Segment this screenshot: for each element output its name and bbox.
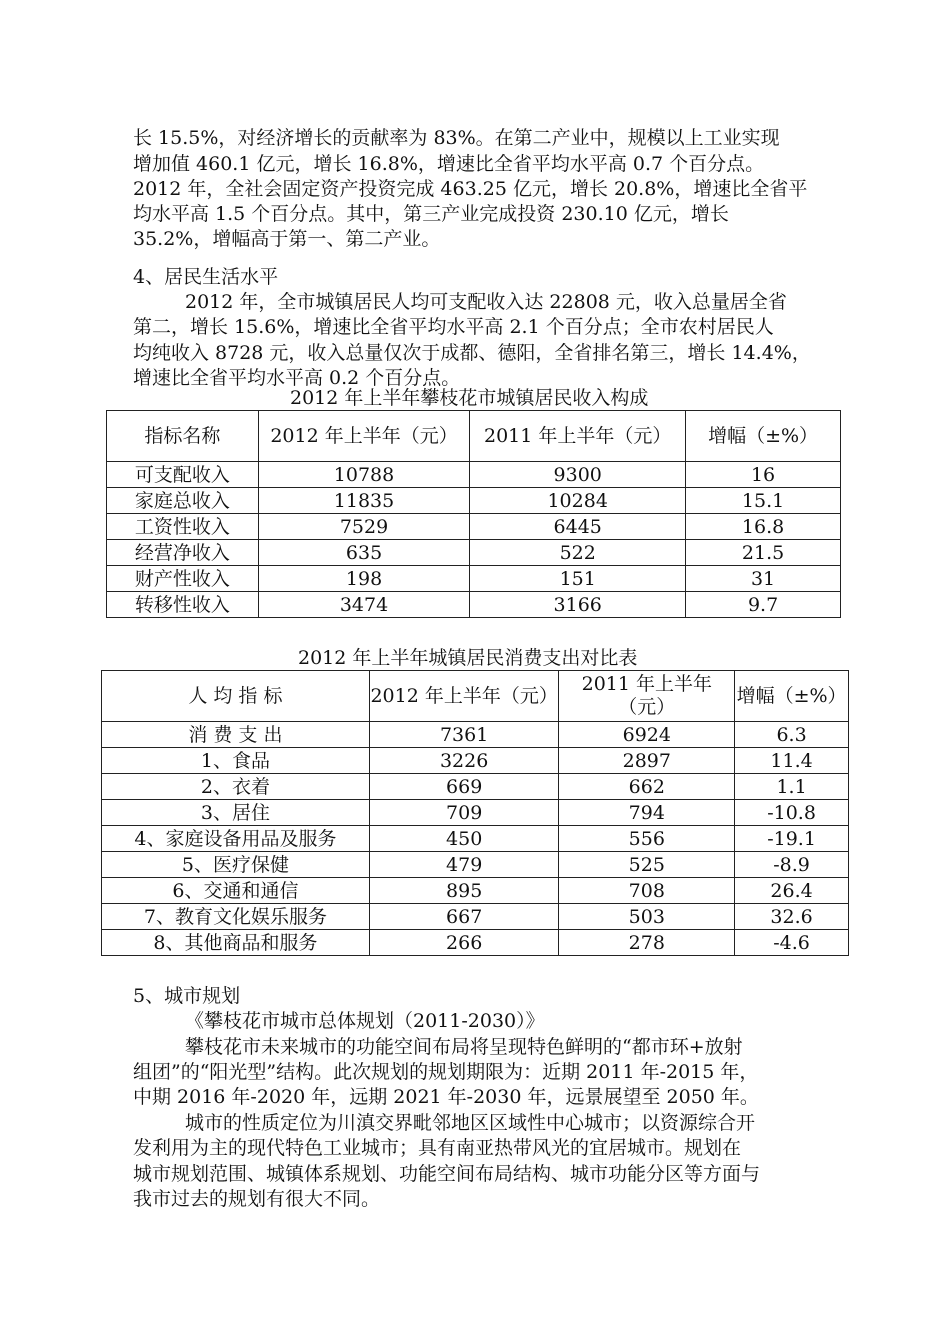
column-header: 2012 年上半年（元） bbox=[369, 671, 559, 722]
table-header-row bbox=[102, 671, 849, 722]
table-cell: 8、其他商品和服务 bbox=[102, 930, 370, 956]
table-cell: 266 bbox=[369, 930, 559, 956]
consumption-table bbox=[101, 670, 849, 956]
table-cell: 3474 bbox=[258, 592, 469, 618]
table-cell: 7361 bbox=[369, 722, 559, 748]
table-cell: 635 bbox=[258, 540, 469, 566]
table-row bbox=[107, 514, 841, 540]
table-cell: 31 bbox=[686, 566, 841, 592]
table-header-row bbox=[107, 411, 841, 462]
table-row bbox=[102, 904, 849, 930]
table-cell: 6、交通和通信 bbox=[102, 878, 370, 904]
table-cell: 经营净收入 bbox=[107, 540, 259, 566]
text-line: 增速比全省平均水平高 0.2 个百分点。 bbox=[133, 367, 461, 389]
table-cell: 转移性收入 bbox=[107, 592, 259, 618]
section-heading-5: 5、城市规划 bbox=[133, 985, 241, 1007]
table-cell: 9300 bbox=[470, 462, 686, 488]
table-cell: 6445 bbox=[470, 514, 686, 540]
table-cell: 6924 bbox=[559, 722, 735, 748]
table-cell: 1.1 bbox=[735, 774, 849, 800]
table-cell: 2897 bbox=[559, 748, 735, 774]
table-cell: 3166 bbox=[470, 592, 686, 618]
text-line: 增加值 460.1 亿元，增长 16.8%，增速比全省平均水平高 0.7 个百分点。 bbox=[133, 153, 765, 175]
column-header: 2011 年上半年（元） bbox=[470, 411, 686, 462]
table-row bbox=[107, 462, 841, 488]
table-cell: 662 bbox=[559, 774, 735, 800]
table-cell: 522 bbox=[470, 540, 686, 566]
table-row bbox=[102, 930, 849, 956]
table-cell: 667 bbox=[369, 904, 559, 930]
text-line: 均水平高 1.5 个百分点。其中，第三产业完成投资 230.10 亿元，增长 bbox=[133, 203, 729, 225]
text-line: 2012 年，全社会固定资产投资完成 463.25 亿元，增长 20.8%，增速比全省平 bbox=[133, 178, 808, 200]
table-cell: 151 bbox=[470, 566, 686, 592]
table-row bbox=[102, 826, 849, 852]
column-header: 2011 年上半年（元） bbox=[559, 671, 735, 722]
table-row bbox=[107, 566, 841, 592]
table-row bbox=[102, 774, 849, 800]
table-cell: 7、教育文化娱乐服务 bbox=[102, 904, 370, 930]
text-line: 城市规划范围、城镇体系规划、功能空间布局结构、城市功能分区等方面与 bbox=[133, 1163, 761, 1185]
table-consumption-caption: 2012 年上半年城镇居民消费支出对比表 bbox=[298, 647, 638, 669]
table-cell: 9.7 bbox=[686, 592, 841, 618]
table-cell: 工资性收入 bbox=[107, 514, 259, 540]
table-cell: 15.1 bbox=[686, 488, 841, 514]
column-header: 2012 年上半年（元） bbox=[258, 411, 469, 462]
table-cell: 10284 bbox=[470, 488, 686, 514]
table-row bbox=[102, 800, 849, 826]
table-cell: 3226 bbox=[369, 748, 559, 774]
table-cell: 1、食品 bbox=[102, 748, 370, 774]
table-row bbox=[107, 592, 841, 618]
table-cell: 21.5 bbox=[686, 540, 841, 566]
table-cell: 479 bbox=[369, 852, 559, 878]
table-cell: 可支配收入 bbox=[107, 462, 259, 488]
income-table bbox=[106, 410, 841, 618]
table-row bbox=[107, 540, 841, 566]
table-row bbox=[102, 748, 849, 774]
text-line: 第二，增长 15.6%，增速比全省平均水平高 2.1 个百分点；全市农村居民人 bbox=[133, 316, 774, 338]
text-line: 组团”的“阳光型”结构。此次规划的规划期限为：近期 2011 年-2015 年， bbox=[133, 1061, 759, 1083]
table-cell: 708 bbox=[559, 878, 735, 904]
column-header: 增幅（±%） bbox=[686, 411, 841, 462]
table-cell: 10788 bbox=[258, 462, 469, 488]
table-income-caption: 2012 年上半年攀枝花市城镇居民收入构成 bbox=[290, 387, 649, 409]
table-cell: 895 bbox=[369, 878, 559, 904]
table-row bbox=[107, 488, 841, 514]
table-cell: 794 bbox=[559, 800, 735, 826]
column-header: 人 均 指 标 bbox=[102, 671, 370, 722]
table-cell: 家庭总收入 bbox=[107, 488, 259, 514]
table-cell: 669 bbox=[369, 774, 559, 800]
table-cell: 4、家庭设备用品及服务 bbox=[102, 826, 370, 852]
text-line: 我市过去的规划有很大不同。 bbox=[133, 1188, 381, 1210]
table-cell: 450 bbox=[369, 826, 559, 852]
section-heading-4: 4、居民生活水平 bbox=[133, 266, 279, 288]
table-cell: 503 bbox=[559, 904, 735, 930]
table-cell: 32.6 bbox=[735, 904, 849, 930]
table-cell: 26.4 bbox=[735, 878, 849, 904]
plan-title: 《攀枝花市城市总体规划（2011-2030）》 bbox=[185, 1010, 545, 1032]
table-cell: -19.1 bbox=[735, 826, 849, 852]
column-header: 增幅（±%） bbox=[735, 671, 849, 722]
table-row bbox=[102, 852, 849, 878]
table-cell: 11835 bbox=[258, 488, 469, 514]
text-line: 35.2%，增幅高于第一、第二产业。 bbox=[133, 228, 441, 250]
table-cell: 525 bbox=[559, 852, 735, 878]
table-cell: 709 bbox=[369, 800, 559, 826]
table-cell: 16 bbox=[686, 462, 841, 488]
table-cell: 16.8 bbox=[686, 514, 841, 540]
table-cell: 198 bbox=[258, 566, 469, 592]
table-cell: 消 费 支 出 bbox=[102, 722, 370, 748]
column-header: 指标名称 bbox=[107, 411, 259, 462]
table-cell: 财产性收入 bbox=[107, 566, 259, 592]
text-line: 攀枝花市未来城市的功能空间布局将呈现特色鲜明的“都市环+放射 bbox=[185, 1036, 743, 1058]
text-line: 长 15.5%，对经济增长的贡献率为 83%。在第二产业中，规模以上工业实现 bbox=[133, 127, 780, 149]
text-line: 2012 年，全市城镇居民人均可支配收入达 22808 元，收入总量居全省 bbox=[185, 291, 787, 313]
table-cell: -4.6 bbox=[735, 930, 849, 956]
table-cell: 2、衣着 bbox=[102, 774, 370, 800]
table-cell: 278 bbox=[559, 930, 735, 956]
text-line: 发利用为主的现代特色工业城市；具有南亚热带风光的宜居城市。规划在 bbox=[133, 1137, 742, 1159]
table-cell: 11.4 bbox=[735, 748, 849, 774]
table-cell: -8.9 bbox=[735, 852, 849, 878]
table-cell: -10.8 bbox=[735, 800, 849, 826]
table-cell: 6.3 bbox=[735, 722, 849, 748]
table-cell: 7529 bbox=[258, 514, 469, 540]
table-cell: 3、居住 bbox=[102, 800, 370, 826]
text-line: 城市的性质定位为川滇交界毗邻地区区域性中心城市；以资源综合开 bbox=[185, 1112, 756, 1134]
table-cell: 5、医疗保健 bbox=[102, 852, 370, 878]
table-cell: 556 bbox=[559, 826, 735, 852]
text-line: 均纯收入 8728 元，收入总量仅次于成都、德阳，全省排名第三，增长 14.4%， bbox=[133, 342, 811, 364]
text-line: 中期 2016 年-2020 年，远期 2021 年-2030 年，远景展望至 2050 年。 bbox=[133, 1086, 759, 1108]
table-row bbox=[102, 722, 849, 748]
table-row bbox=[102, 878, 849, 904]
